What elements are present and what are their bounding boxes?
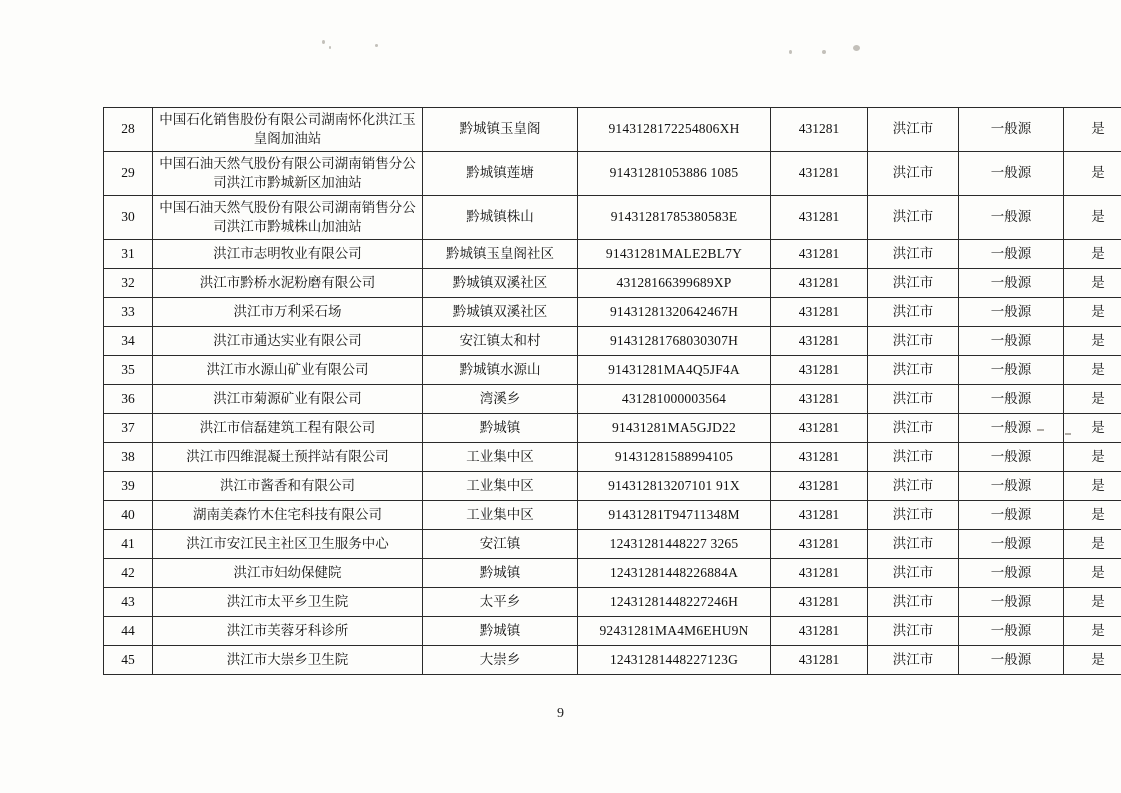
table-row (104, 298, 1121, 327)
row-index: 31 (104, 240, 153, 269)
scan-speck (789, 50, 792, 54)
scan-speck (853, 45, 860, 51)
row-address: 安江镇太和村 (423, 327, 578, 356)
scan-speck (822, 50, 826, 54)
row-credit-code: 12431281448226884A (578, 559, 771, 588)
page-number: 9 (557, 706, 564, 721)
row-address: 湾溪乡 (423, 385, 578, 414)
row-index: 34 (104, 327, 153, 356)
row-region-code: 431281 (771, 588, 868, 617)
pollution-source-table (103, 107, 1121, 675)
table-row (104, 385, 1121, 414)
table-row (104, 108, 1121, 152)
row-source-type: 一般源 (959, 327, 1064, 356)
row-city: 洪江市 (868, 646, 959, 675)
row-region-code: 431281 (771, 530, 868, 559)
row-unit-name: 洪江市黔桥水泥粉磨有限公司 (153, 269, 423, 298)
row-credit-code: 91431281MA4Q5JF4A (578, 356, 771, 385)
row-region-code: 431281 (771, 240, 868, 269)
row-region-code: 431281 (771, 108, 868, 152)
row-flag: 是 (1064, 617, 1121, 646)
row-flag: 是 (1064, 559, 1121, 588)
scan-speck (375, 44, 378, 47)
row-region-code: 431281 (771, 501, 868, 530)
row-credit-code: 91431281785380583E (578, 196, 771, 240)
table-row (104, 559, 1121, 588)
row-city: 洪江市 (868, 269, 959, 298)
row-credit-code: 431281000003564 (578, 385, 771, 414)
row-source-type: 一般源 (959, 108, 1064, 152)
table-row (104, 530, 1121, 559)
row-unit-name: 洪江市大崇乡卫生院 (153, 646, 423, 675)
row-region-code: 431281 (771, 356, 868, 385)
row-index: 30 (104, 196, 153, 240)
row-region-code: 431281 (771, 327, 868, 356)
row-credit-code: 91431281588994105 (578, 443, 771, 472)
row-region-code: 431281 (771, 385, 868, 414)
row-credit-code: 91431281T94711348M (578, 501, 771, 530)
row-unit-name: 洪江市芙蓉牙科诊所 (153, 617, 423, 646)
row-address: 黔城镇水源山 (423, 356, 578, 385)
row-source-type: 一般源 (959, 472, 1064, 501)
row-region-code: 431281 (771, 152, 868, 196)
row-index: 39 (104, 472, 153, 501)
pollution-source-table-container (103, 107, 1105, 675)
table-body (104, 108, 1121, 675)
row-source-type: 一般源 (959, 196, 1064, 240)
row-source-type: 一般源 (959, 414, 1064, 443)
row-unit-name: 洪江市志明牧业有限公司 (153, 240, 423, 269)
row-city: 洪江市 (868, 356, 959, 385)
row-unit-name: 洪江市妇幼保健院 (153, 559, 423, 588)
row-region-code: 431281 (771, 559, 868, 588)
row-address: 黔城镇 (423, 617, 578, 646)
row-city: 洪江市 (868, 385, 959, 414)
row-address: 安江镇 (423, 530, 578, 559)
row-flag: 是 (1064, 356, 1121, 385)
row-region-code: 431281 (771, 617, 868, 646)
row-credit-code: 12431281448227 3265 (578, 530, 771, 559)
row-flag: 是 (1064, 269, 1121, 298)
row-flag: 是 (1064, 646, 1121, 675)
row-flag: 是 (1064, 240, 1121, 269)
row-credit-code: 91431281MA5GJD22 (578, 414, 771, 443)
row-city: 洪江市 (868, 559, 959, 588)
row-unit-name: 中国石化销售股份有限公司湖南怀化洪江玉皇阁加油站 (153, 108, 423, 152)
row-unit-name: 洪江市安江民主社区卫生服务中心 (153, 530, 423, 559)
row-city: 洪江市 (868, 298, 959, 327)
row-source-type: 一般源 (959, 559, 1064, 588)
row-credit-code: 12431281448227246H (578, 588, 771, 617)
table-row (104, 646, 1121, 675)
row-region-code: 431281 (771, 472, 868, 501)
table-row (104, 196, 1121, 240)
row-credit-code: 91431281320642467H (578, 298, 771, 327)
row-city: 洪江市 (868, 414, 959, 443)
scan-speck (322, 40, 325, 44)
row-source-type: 一般源 (959, 269, 1064, 298)
row-source-type: 一般源 (959, 588, 1064, 617)
row-source-type: 一般源 (959, 385, 1064, 414)
row-source-type: 一般源 (959, 443, 1064, 472)
row-source-type: 一般源 (959, 646, 1064, 675)
row-unit-name: 洪江市太平乡卫生院 (153, 588, 423, 617)
row-source-type: 一般源 (959, 617, 1064, 646)
row-flag: 是 (1064, 385, 1121, 414)
row-address: 黔城镇双溪社区 (423, 298, 578, 327)
row-source-type: 一般源 (959, 240, 1064, 269)
row-address: 黔城镇莲塘 (423, 152, 578, 196)
row-city: 洪江市 (868, 588, 959, 617)
row-index: 32 (104, 269, 153, 298)
row-credit-code: 91431281768030307H (578, 327, 771, 356)
row-city: 洪江市 (868, 501, 959, 530)
row-address: 黔城镇 (423, 414, 578, 443)
table-row (104, 501, 1121, 530)
row-index: 38 (104, 443, 153, 472)
row-unit-name: 洪江市信磊建筑工程有限公司 (153, 414, 423, 443)
table-row (104, 356, 1121, 385)
row-credit-code: 91431281MALE2BL7Y (578, 240, 771, 269)
row-source-type: 一般源 (959, 501, 1064, 530)
row-city: 洪江市 (868, 443, 959, 472)
row-city: 洪江市 (868, 108, 959, 152)
row-flag: 是 (1064, 108, 1121, 152)
row-index: 41 (104, 530, 153, 559)
row-index: 43 (104, 588, 153, 617)
row-city: 洪江市 (868, 617, 959, 646)
row-unit-name: 湖南美森竹木住宅科技有限公司 (153, 501, 423, 530)
row-city: 洪江市 (868, 530, 959, 559)
row-credit-code: 12431281448227123G (578, 646, 771, 675)
table-row (104, 414, 1121, 443)
row-flag: 是 (1064, 501, 1121, 530)
row-flag: 是 (1064, 472, 1121, 501)
row-flag: 是 (1064, 530, 1121, 559)
row-index: 35 (104, 356, 153, 385)
row-unit-name: 洪江市通达实业有限公司 (153, 327, 423, 356)
row-region-code: 431281 (771, 414, 868, 443)
row-index: 29 (104, 152, 153, 196)
row-address: 工业集中区 (423, 443, 578, 472)
row-flag: 是 (1064, 588, 1121, 617)
row-address: 黔城镇玉皇阁社区 (423, 240, 578, 269)
row-address: 黔城镇株山 (423, 196, 578, 240)
row-flag: 是 (1064, 327, 1121, 356)
row-unit-name: 洪江市菊源矿业有限公司 (153, 385, 423, 414)
row-index: 40 (104, 501, 153, 530)
row-address: 工业集中区 (423, 501, 578, 530)
row-region-code: 431281 (771, 269, 868, 298)
row-flag: 是 (1064, 443, 1121, 472)
row-flag: 是 (1064, 196, 1121, 240)
row-address: 黔城镇双溪社区 (423, 269, 578, 298)
row-source-type: 一般源 (959, 298, 1064, 327)
row-address: 大崇乡 (423, 646, 578, 675)
row-credit-code: 91431281053886 1085 (578, 152, 771, 196)
table-row (104, 240, 1121, 269)
row-city: 洪江市 (868, 152, 959, 196)
row-city: 洪江市 (868, 240, 959, 269)
row-source-type: 一般源 (959, 152, 1064, 196)
row-address: 黔城镇玉皇阁 (423, 108, 578, 152)
row-city: 洪江市 (868, 472, 959, 501)
table-row (104, 269, 1121, 298)
row-region-code: 431281 (771, 298, 868, 327)
row-unit-name: 洪江市四维混凝土预拌站有限公司 (153, 443, 423, 472)
row-region-code: 431281 (771, 443, 868, 472)
table-row (104, 443, 1121, 472)
scan-speck (329, 46, 331, 49)
table-row (104, 327, 1121, 356)
row-source-type: 一般源 (959, 356, 1064, 385)
row-credit-code: 43128166399689XP (578, 269, 771, 298)
table-row (104, 617, 1121, 646)
row-address: 工业集中区 (423, 472, 578, 501)
row-source-type: 一般源 (959, 530, 1064, 559)
row-flag: 是 (1064, 298, 1121, 327)
row-index: 36 (104, 385, 153, 414)
row-city: 洪江市 (868, 196, 959, 240)
row-index: 37 (104, 414, 153, 443)
row-index: 45 (104, 646, 153, 675)
row-unit-name: 中国石油天然气股份有限公司湖南销售分公司洪江市黔城新区加油站 (153, 152, 423, 196)
table-row (104, 472, 1121, 501)
row-region-code: 431281 (771, 196, 868, 240)
row-credit-code: 914312813207101 91X (578, 472, 771, 501)
row-unit-name: 洪江市万利采石场 (153, 298, 423, 327)
row-credit-code: 9143128172254806XH (578, 108, 771, 152)
row-flag: 是 (1064, 414, 1121, 443)
row-index: 42 (104, 559, 153, 588)
row-index: 44 (104, 617, 153, 646)
row-unit-name: 洪江市酱香和有限公司 (153, 472, 423, 501)
row-flag: 是 (1064, 152, 1121, 196)
row-index: 33 (104, 298, 153, 327)
row-index: 28 (104, 108, 153, 152)
row-city: 洪江市 (868, 327, 959, 356)
row-unit-name: 洪江市水源山矿业有限公司 (153, 356, 423, 385)
row-unit-name: 中国石油天然气股份有限公司湖南销售分公司洪江市黔城株山加油站 (153, 196, 423, 240)
row-address: 黔城镇 (423, 559, 578, 588)
row-address: 太平乡 (423, 588, 578, 617)
row-region-code: 431281 (771, 646, 868, 675)
table-row (104, 152, 1121, 196)
row-credit-code: 92431281MA4M6EHU9N (578, 617, 771, 646)
table-row (104, 588, 1121, 617)
